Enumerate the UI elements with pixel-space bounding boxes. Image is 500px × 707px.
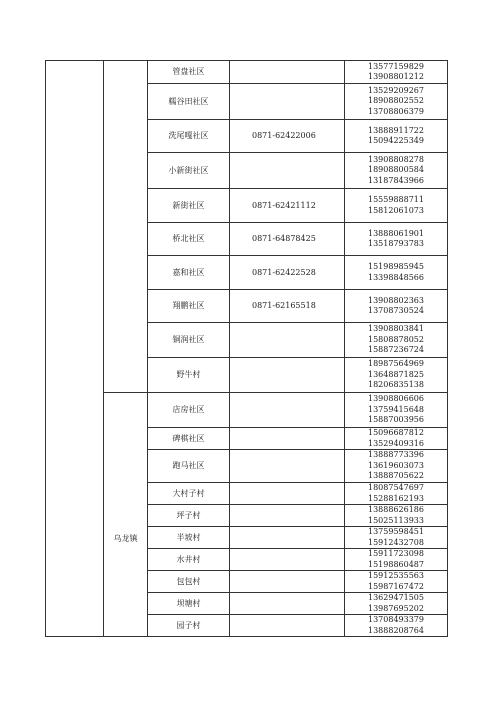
mobile-number: 13908802363 [368,295,424,305]
mobile-number: 13908801212 [368,72,424,81]
community-name: 坪子村 [148,505,230,527]
mobile-number: 13888773396 [368,450,424,460]
mobile-number: 13888626186 [368,505,424,514]
landline-cell [230,61,345,84]
community-name: 嘉和社区 [148,256,230,290]
landline-cell [230,153,345,189]
community-name: 店房社区 [148,393,230,428]
mobile-number: 15987167472 [368,581,424,591]
community-name: 水井村 [148,549,230,571]
mobile-number: 15812061073 [368,205,424,215]
mobile-number: 15808878052 [368,334,424,344]
mobile-cell [345,505,448,527]
mobile-number: 13708493379 [368,615,424,624]
mobile-number: 13648871825 [368,369,424,379]
community-name: 大村子村 [148,483,230,505]
mobile-cell [345,61,448,84]
mobile-number: 13187843966 [368,175,424,185]
landline-cell [230,527,345,549]
mobile-cell [345,256,448,290]
community-name: 洗尾嘎社区 [148,120,230,153]
mobile-number: 15198860487 [368,559,424,569]
mobile-number: 15911723098 [368,549,424,558]
landline-cell [230,615,345,637]
mobile-cell [345,615,448,637]
mobile-cell [345,153,448,189]
landline-cell: 0871-62422528 [230,256,345,290]
community-name: 铜润社区 [148,323,230,358]
landline-cell [230,549,345,571]
mobile-cell [345,120,448,153]
mobile-number: 18908802552 [368,96,424,106]
landline-cell [230,84,345,120]
mobile-number: 15094225349 [368,136,424,145]
mobile-number: 13708730524 [368,306,424,315]
mobile-cell [345,571,448,593]
landline-cell [230,571,345,593]
mobile-number: 15288162193 [368,493,424,503]
mobile-number: 18206835138 [368,380,424,390]
region-cell [46,61,104,637]
landline-cell: 0871-62422006 [230,120,345,153]
mobile-cell [345,290,448,323]
mobile-cell [345,323,448,358]
mobile-cell [345,428,448,450]
landline-cell [230,483,345,505]
mobile-number: 18908800584 [368,165,424,175]
mobile-number: 13629471505 [368,593,424,602]
town-cell: 乌龙镇 [104,393,148,637]
mobile-number: 13987695202 [368,603,424,613]
mobile-number: 13888911722 [368,125,424,135]
landline-cell [230,393,345,428]
mobile-number: 15096687812 [368,428,424,437]
mobile-number: 13398848566 [368,272,424,282]
community-name: 新街社区 [148,189,230,223]
mobile-number: 18087547697 [368,483,424,492]
table-row [46,393,448,428]
mobile-number: 13888208764 [368,625,424,635]
mobile-number: 15198985945 [368,262,424,271]
community-name: 糯谷田社区 [148,84,230,120]
landline-cell [230,428,345,450]
mobile-cell [345,84,448,120]
community-name: 坝塘村 [148,593,230,615]
landline-cell: 0871-64878425 [230,223,345,256]
contact-table [45,60,448,637]
table-row [46,61,448,84]
community-name: 桥北社区 [148,223,230,256]
mobile-cell [345,483,448,505]
mobile-number: 13529209267 [368,85,424,95]
landline-cell [230,358,345,393]
mobile-number: 13908803841 [368,324,424,334]
community-name: 翔鹏社区 [148,290,230,323]
mobile-cell [345,593,448,615]
mobile-cell [345,358,448,393]
mobile-cell [345,527,448,549]
mobile-cell [345,450,448,483]
town-cell-continued [104,61,148,393]
community-name: 碑棋社区 [148,428,230,450]
mobile-number: 13888061901 [368,228,424,238]
mobile-number: 13619603073 [368,460,424,470]
mobile-number: 15887236724 [368,345,424,355]
landline-cell [230,505,345,527]
mobile-number: 15559888711 [368,195,424,204]
mobile-number: 13908808278 [368,154,424,164]
mobile-number: 15912432708 [368,537,424,547]
mobile-cell [345,223,448,256]
landline-cell [230,593,345,615]
mobile-number: 15025113933 [368,515,424,525]
mobile-number: 13577159829 [368,61,424,71]
mobile-cell [345,393,448,428]
mobile-number: 15912535563 [368,571,424,580]
community-name: 小新街社区 [148,153,230,189]
mobile-number: 13908806606 [368,394,424,404]
mobile-number: 18987564969 [368,359,424,369]
community-name: 包包村 [148,571,230,593]
landline-cell: 0871-62421112 [230,189,345,223]
landline-cell [230,450,345,483]
community-name: 园子村 [148,615,230,637]
mobile-cell [345,189,448,223]
mobile-cell [345,549,448,571]
community-name: 野牛村 [148,358,230,393]
mobile-number: 13759415648 [368,404,424,414]
community-name: 半坡村 [148,527,230,549]
mobile-number: 13888705622 [368,471,424,481]
mobile-number: 15887003956 [368,415,424,425]
landline-cell [230,323,345,358]
mobile-number: 13529409316 [368,438,424,448]
contact-table-body [46,61,448,637]
mobile-number: 13759598451 [368,527,424,536]
community-name: 跑马社区 [148,450,230,483]
landline-cell: 0871-62165518 [230,290,345,323]
community-name: 管盘社区 [148,61,230,84]
mobile-number: 13708806379 [368,106,424,116]
mobile-number: 13518793783 [368,239,424,248]
